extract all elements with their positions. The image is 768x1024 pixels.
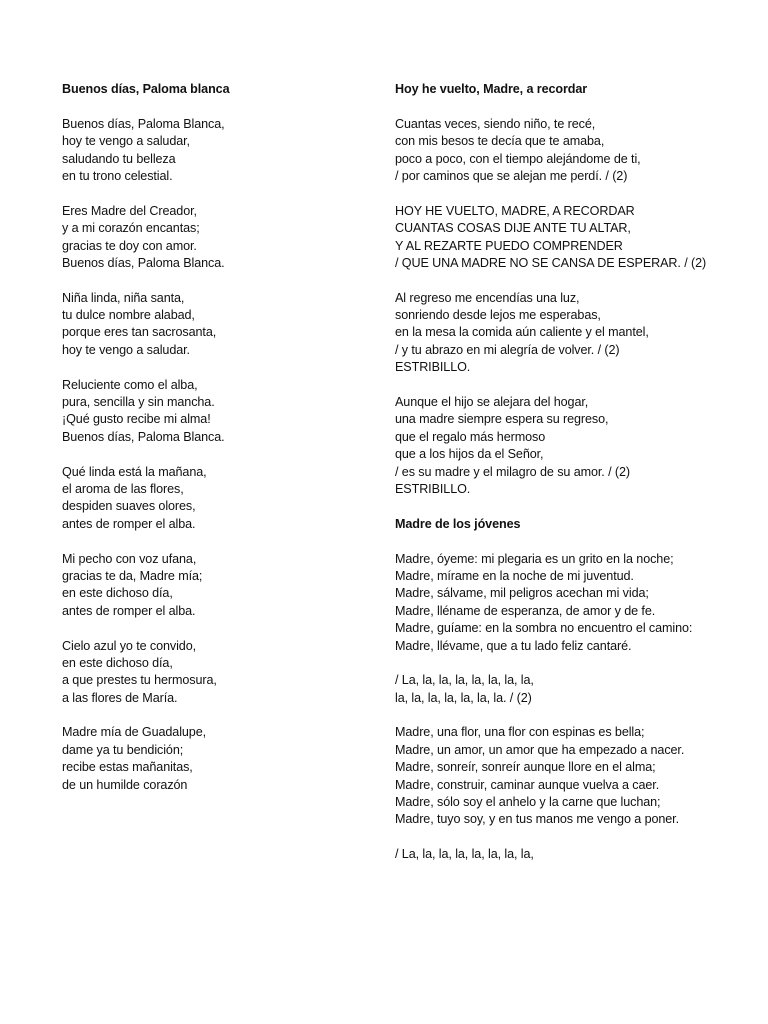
- lyric-line: Buenos días, Paloma Blanca,: [62, 116, 225, 131]
- lyric-line: recibe estas mañanitas,: [62, 760, 193, 775]
- lyric-line: ESTRIBILLO.: [395, 360, 471, 375]
- song-body-buenos-dias: [62, 116, 362, 794]
- right-column: [395, 81, 755, 864]
- song-body-madre-de-los-jovenes: [395, 551, 755, 864]
- lyric-line: poco a poco, con el tiempo alejándome de ti,: [395, 151, 641, 166]
- lyric-line: en este dichoso día,: [62, 586, 173, 601]
- lyric-line: hoy te vengo a saludar,: [62, 134, 190, 149]
- lyric-line: saludando tu belleza: [62, 151, 176, 166]
- lyric-line: Madre, sonreír, sonreír aunque llore en el alma;: [395, 760, 656, 775]
- stanza: [62, 116, 362, 186]
- lyric-line: Mi pecho con voz ufana,: [62, 551, 197, 566]
- stanza: [62, 464, 362, 534]
- lyric-line: dame ya tu bendición;: [62, 742, 184, 757]
- lyric-line: Madre, un amor, un amor que ha empezado a nacer.: [395, 742, 685, 757]
- lyric-line: porque eres tan sacrosanta,: [62, 325, 217, 340]
- lyric-line: gracias te doy con amor.: [62, 238, 197, 253]
- lyric-line: ¡Qué gusto recibe mi alma!: [62, 412, 211, 427]
- lyric-line: Madre, lléname de esperanza, de amor y de fe.: [395, 603, 656, 618]
- stanza: [395, 290, 755, 377]
- lyric-line: Madre, tuyo soy, y en tus manos me vengo a poner.: [395, 812, 679, 827]
- lyric-line: ESTRIBILLO.: [395, 481, 471, 496]
- lyric-line: Niña linda, niña santa,: [62, 290, 185, 305]
- lyric-line: que el regalo más hermoso: [395, 429, 546, 444]
- stanza: [395, 846, 755, 863]
- lyric-line: con mis besos te decía que te amaba,: [395, 134, 605, 149]
- lyric-line: Buenos días, Paloma Blanca.: [62, 429, 225, 444]
- lyric-line: a que prestes tu hermosura,: [62, 673, 217, 688]
- lyric-line: Madre, guíame: en la sombra no encuentro el camino:: [395, 621, 693, 636]
- lyric-line: HOY HE VUELTO, MADRE, A RECORDAR: [395, 203, 635, 218]
- lyric-line: en la mesa la comida aún caliente y el mantel,: [395, 325, 649, 340]
- lyric-line: tu dulce nombre alabad,: [62, 308, 195, 323]
- lyric-line: antes de romper el alba.: [62, 603, 196, 618]
- lyric-line: / por caminos que se alejan me perdí. / (2): [395, 168, 628, 183]
- song-title-madre-de-los-jovenes: Madre de los jóvenes: [395, 516, 521, 531]
- lyric-line: / y tu abrazo en mi alegría de volver. / (2): [395, 342, 620, 357]
- lyric-line: pura, sencilla y sin mancha.: [62, 395, 215, 410]
- stanza: [62, 551, 362, 621]
- lyric-line: gracias te da, Madre mía;: [62, 568, 203, 583]
- lyric-line: el aroma de las flores,: [62, 481, 184, 496]
- lyric-line: Eres Madre del Creador,: [62, 203, 197, 218]
- stanza: [62, 638, 362, 708]
- lyric-line: Al regreso me encendías una luz,: [395, 290, 580, 305]
- stanza: [395, 724, 755, 828]
- lyric-line: una madre siempre espera su regreso,: [395, 412, 609, 427]
- lyric-line: Madre, llévame, que a tu lado feliz cantaré.: [395, 638, 632, 653]
- lyric-line: Madre mía de Guadalupe,: [62, 725, 207, 740]
- stanza: [62, 377, 362, 447]
- lyric-line: a las flores de María.: [62, 690, 178, 705]
- lyric-line: Qué linda está la mañana,: [62, 464, 207, 479]
- lyric-line: Buenos días, Paloma Blanca.: [62, 255, 225, 270]
- lyric-line: que a los hijos da el Señor,: [395, 447, 544, 462]
- lyric-line: / QUE UNA MADRE NO SE CANSA DE ESPERAR. / (2): [395, 255, 707, 270]
- stanza: [395, 551, 755, 655]
- stanza: [395, 394, 755, 498]
- lyric-line: Madre, óyeme: mi plegaria es un grito en la noche;: [395, 551, 674, 566]
- lyric-line: en tu trono celestial.: [62, 168, 173, 183]
- lyric-line: la, la, la, la, la, la, la. / (2): [395, 690, 532, 705]
- lyric-line: sonriendo desde lejos me esperabas,: [395, 308, 601, 323]
- song-title-hoy-he-vuelto: Hoy he vuelto, Madre, a recordar: [395, 82, 588, 96]
- lyric-line: en este dichoso día,: [62, 655, 173, 670]
- lyric-line: Reluciente como el alba,: [62, 377, 198, 392]
- lyric-line: CUANTAS COSAS DIJE ANTE TU ALTAR,: [395, 221, 631, 236]
- lyric-line: Y AL REZARTE PUEDO COMPRENDER: [395, 238, 623, 253]
- stanza: [62, 203, 362, 273]
- stanza: [395, 203, 755, 273]
- stanza: [395, 116, 755, 186]
- lyric-line: Aunque el hijo se alejara del hogar,: [395, 395, 589, 410]
- lyric-line: Madre, sálvame, mil peligros acechan mi vida;: [395, 586, 649, 601]
- lyric-line: antes de romper el alba.: [62, 516, 196, 531]
- lyric-line: hoy te vengo a saludar.: [62, 342, 190, 357]
- left-column: [62, 81, 362, 794]
- stanza: [395, 672, 755, 707]
- song-body-hoy-he-vuelto: [395, 116, 755, 499]
- lyric-line: Madre, mírame en la noche de mi juventud.: [395, 568, 634, 583]
- lyric-line: Madre, construir, caminar aunque vuelva a caer.: [395, 777, 660, 792]
- stanza: [62, 724, 362, 794]
- song-title-buenos-dias: Buenos días, Paloma blanca: [62, 82, 230, 96]
- lyric-line: Cielo azul yo te convido,: [62, 638, 197, 653]
- lyric-line: Cuantas veces, siendo niño, te recé,: [395, 116, 596, 131]
- lyric-line: despiden suaves olores,: [62, 499, 196, 514]
- lyric-line: de un humilde corazón: [62, 777, 188, 792]
- lyric-line: / La, la, la, la, la, la, la, la,: [395, 847, 534, 862]
- lyric-line: Madre, una flor, una flor con espinas es bella;: [395, 725, 645, 740]
- stanza: [62, 290, 362, 360]
- lyric-line: / es su madre y el milagro de su amor. / (2): [395, 464, 630, 479]
- lyric-line: y a mi corazón encantas;: [62, 221, 200, 236]
- lyric-line: Madre, sólo soy el anhelo y la carne que luchan;: [395, 795, 661, 810]
- lyric-line: / La, la, la, la, la, la, la, la,: [395, 673, 534, 688]
